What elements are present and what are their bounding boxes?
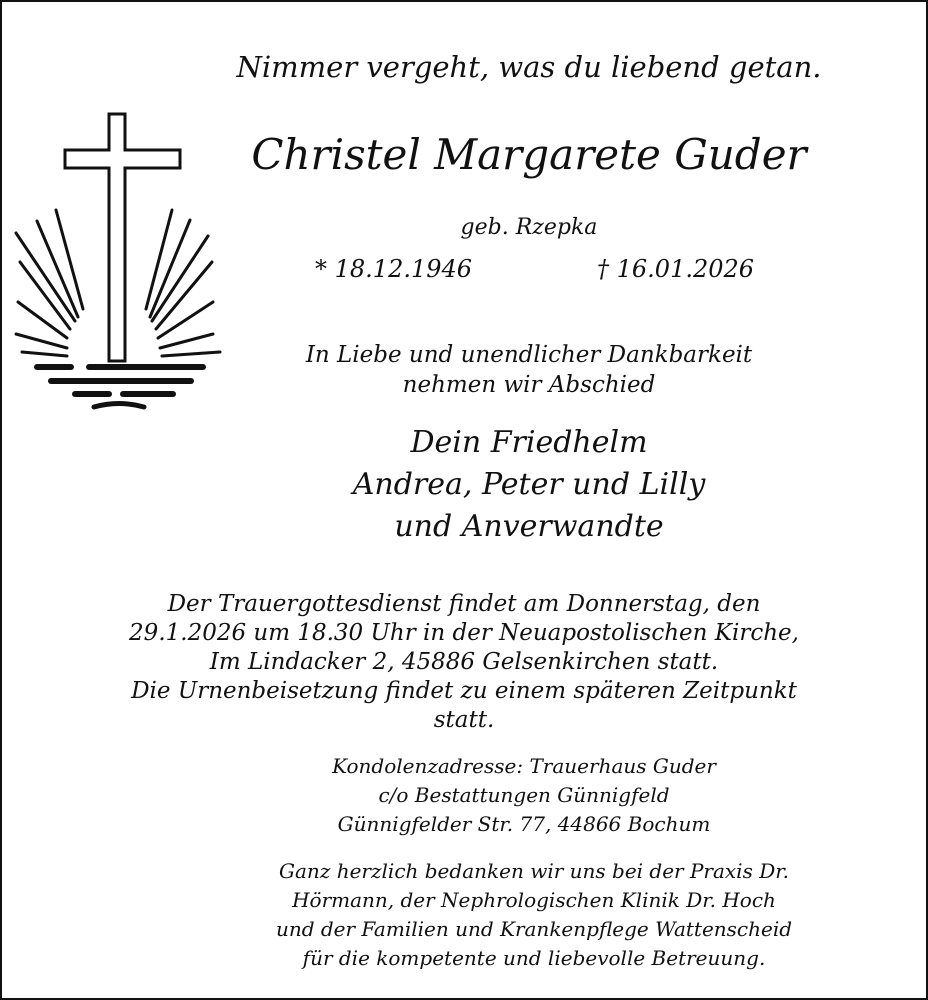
service-line: Im Lindacker 2, 45886 Gelsenkirchen statt. [209,649,719,675]
service-line: Die Urnenbeisetzung findet zu einem späteren Zeitpunkt [131,678,797,704]
service-line: statt. [433,707,495,733]
thanks-text [72,857,928,973]
address-line: Kondolenzadresse: Trauerhaus Guder [332,754,716,778]
motto: Nimmer vergeht, was du liebend getan. [236,50,822,84]
family-line: Dein Friedhelm [410,425,648,460]
farewell-text [67,340,928,400]
deceased-name: Christel Margarete Guder [251,130,807,179]
family-names [67,422,928,548]
service-info [2,590,926,735]
address-line: Günnigfelder Str. 77, 44866 Bochum [337,812,711,836]
family-line: und Anverwandte [394,509,664,544]
thanks-line: und der Familien und Krankenpflege Wattenscheid [275,917,793,941]
service-line: Der Trauergottesdienst findet am Donnerstag, den [167,591,761,617]
thanks-line: für die kompetente und liebevolle Betreuung. [302,946,766,970]
farewell-line: In Liebe und unendlicher Dankbarkeit [305,342,753,368]
farewell-line: nehmen wir Abschied [402,372,656,398]
maiden-name: geb. Rzepka [460,215,598,240]
service-line: 29.1.2026 um 18.30 Uhr in der Neuapostolischen Kirche, [129,620,799,646]
death-date: † 16.01.2026 [597,255,755,283]
birth-date: * 18.12.1946 [315,255,473,283]
thanks-line: Hörmann, der Nephrologischen Klinik Dr. Hoch [292,888,776,912]
family-line: Andrea, Peter und Lilly [352,467,706,502]
address-line: c/o Bestattungen Günnigfeld [378,783,670,807]
thanks-line: Ganz herzlich bedanken wir uns bei der Praxis Dr. [279,859,789,883]
condolence-address [62,752,928,839]
